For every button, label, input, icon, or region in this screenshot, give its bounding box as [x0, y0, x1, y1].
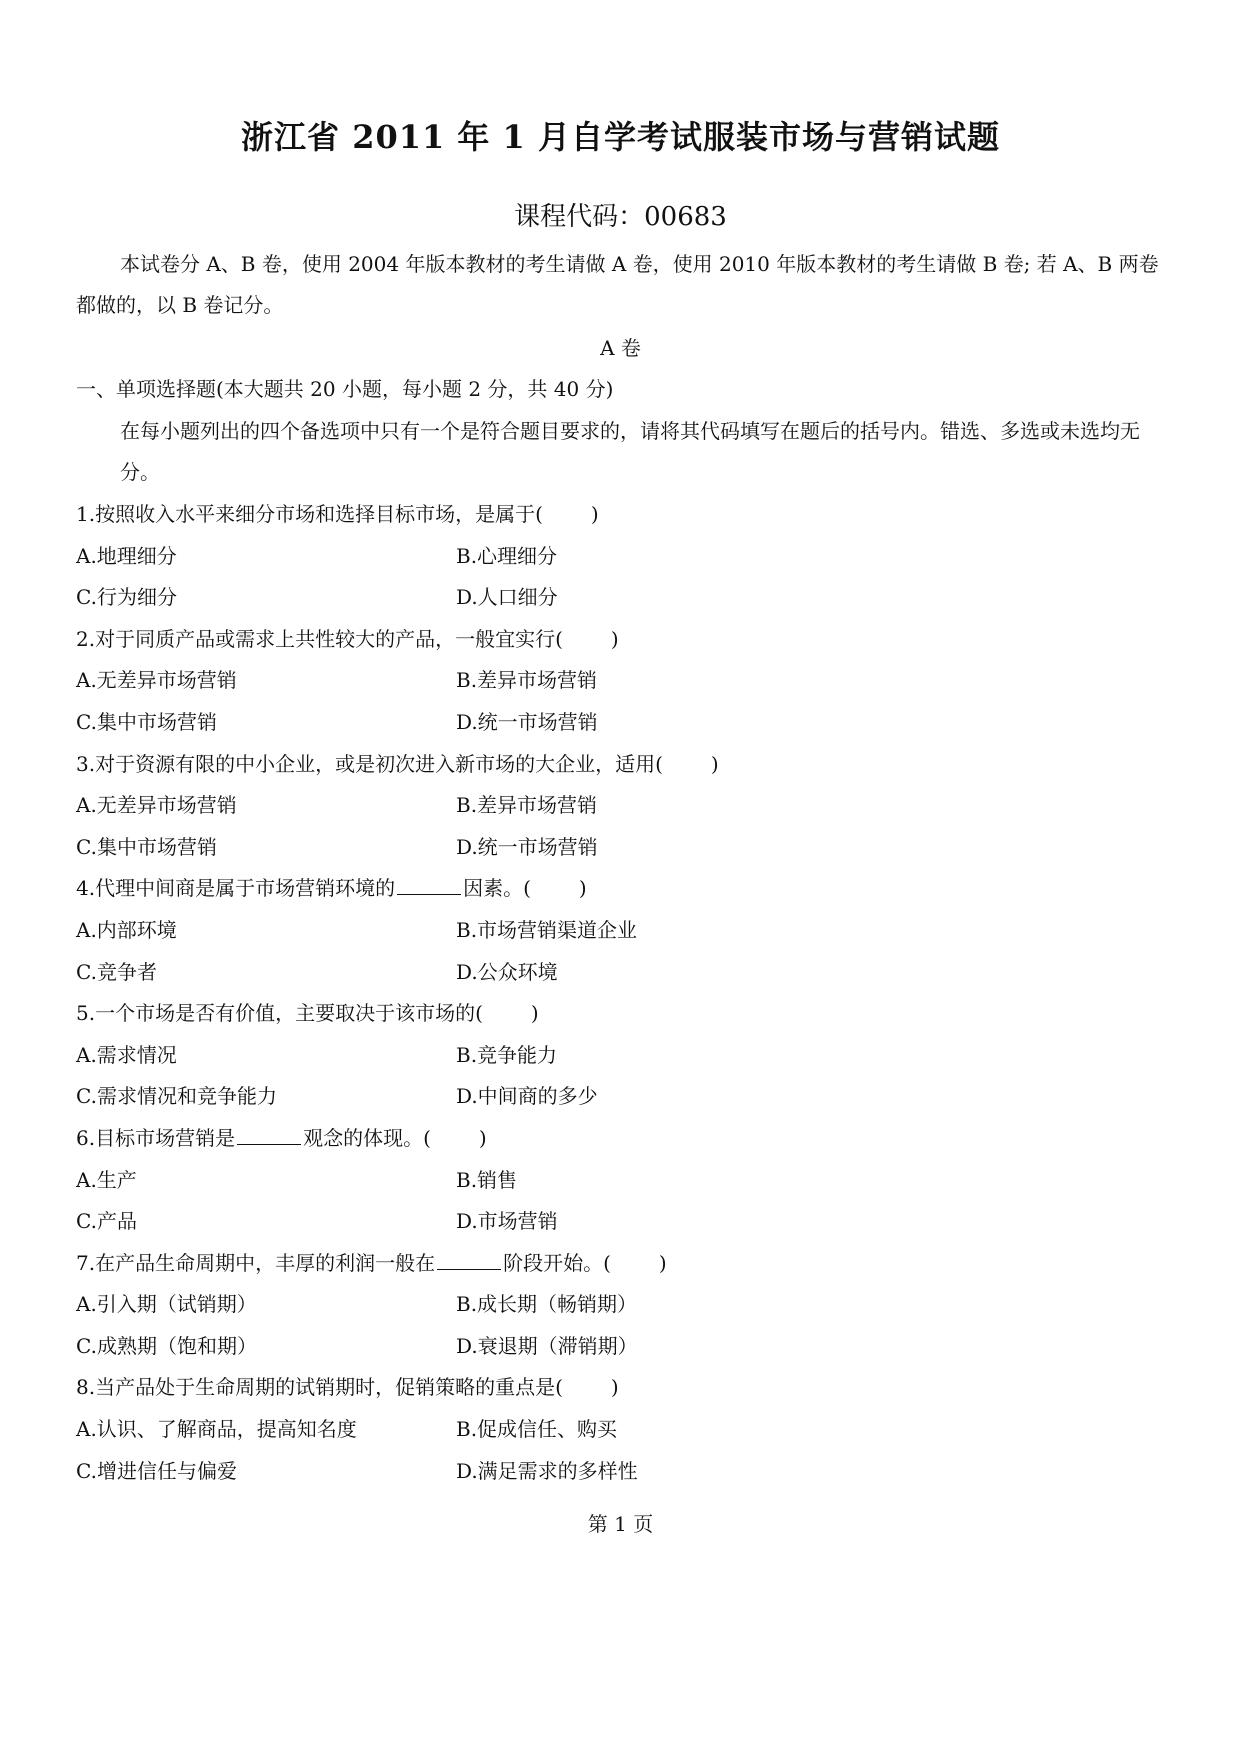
option-row: [76, 827, 1166, 869]
fill-blank: [437, 1251, 501, 1270]
question-text: 4.代理中间商是属于市场营销环境的: [76, 876, 396, 901]
question-text-continued: 因素。(: [463, 876, 531, 901]
option-c: C.行为细分: [76, 585, 177, 610]
question-text: 8.当产品处于生命周期的试销期时，促销策略的重点是(: [76, 1375, 563, 1400]
question-paren-close: ): [590, 502, 599, 526]
fill-blank: [237, 1126, 301, 1145]
question-paren-close: ): [658, 1250, 667, 1275]
option-b: B.差异市场营销: [456, 668, 598, 693]
question-stem: [76, 1243, 1166, 1285]
option-b: B.促成信任、购买: [456, 1417, 618, 1442]
question-text: 6.目标市场营销是: [76, 1125, 236, 1150]
section-heading: 一、单项选择题(本大题共 20 小题，每小题 2 分，共 40 分): [76, 377, 614, 401]
option-row: [76, 1284, 1166, 1326]
option-b: B.竞争能力: [456, 1042, 558, 1067]
option-row: [76, 952, 1166, 994]
question-stem: [76, 744, 1166, 786]
question-text-continued: 阶段开始。(: [503, 1250, 611, 1275]
option-b: B.市场营销渠道企业: [456, 917, 638, 942]
option-a: A.认识、了解商品，提高知名度: [76, 1417, 357, 1442]
option-row: [76, 577, 1166, 619]
question-paren-close: ): [610, 626, 619, 651]
question-paren-close: ): [710, 751, 719, 776]
exam-title: 浙江省 2011 年 1 月自学考试服装市场与营销试题: [241, 118, 1000, 156]
question-text: 5.一个市场是否有价值，主要取决于该市场的(: [76, 1001, 483, 1026]
option-b: B.销售: [456, 1167, 518, 1192]
option-c: C.竞争者: [76, 959, 157, 984]
option-d: D.人口细分: [456, 585, 558, 610]
option-c: C.需求情况和竞争能力: [76, 1084, 277, 1109]
page-number: 第 1 页: [587, 1512, 654, 1536]
question-stem: [76, 1118, 1166, 1160]
option-row: [76, 1160, 1166, 1202]
option-a: A.引入期（试销期）: [76, 1292, 257, 1317]
question-paren-close: ): [578, 876, 587, 901]
question-text-continued: 观念的体现。(: [303, 1125, 431, 1150]
option-row: [76, 702, 1166, 744]
option-b: B.心理细分: [456, 543, 558, 568]
option-row: [76, 1035, 1166, 1077]
option-d: D.统一市场营销: [456, 834, 598, 859]
option-row: [76, 1076, 1166, 1118]
question-stem: [76, 494, 1166, 536]
question-text: 7.在产品生命周期中，丰厚的利润一般在: [76, 1250, 436, 1275]
question-stem: [76, 1367, 1166, 1409]
option-row: [76, 1451, 1166, 1493]
question-text: 3.对于资源有限的中小企业，或是初次进入新市场的大企业，适用(: [76, 751, 663, 776]
question-paren-close: ): [610, 1375, 619, 1400]
exam-intro: 本试卷分 A、B 卷，使用 2004 年版本教材的考生请做 A 卷，使用 2010 年版本教材的考生请做 B 卷; 若 A、B 两卷都做的，以 B 卷记分。: [76, 252, 1159, 317]
option-row: [76, 660, 1166, 702]
option-b: B.成长期（畅销期）: [456, 1292, 638, 1317]
option-a: A.需求情况: [76, 1042, 177, 1067]
section-instruction: 在每小题列出的四个备选项中只有一个是符合题目要求的，请将其代码填写在题后的括号内。错选、多选或未选均无分。: [120, 419, 1140, 484]
option-row: [76, 785, 1166, 827]
question-stem: [76, 868, 1166, 910]
volume-label: A 卷: [600, 336, 641, 360]
option-row: [76, 910, 1166, 952]
option-a: A.生产: [76, 1167, 137, 1192]
option-c: C.产品: [76, 1209, 137, 1234]
option-a: A.无差异市场营销: [76, 668, 237, 693]
option-row: [76, 1326, 1166, 1368]
option-d: D.满足需求的多样性: [456, 1458, 638, 1483]
option-c: C.集中市场营销: [76, 709, 217, 734]
option-row: [76, 1409, 1166, 1451]
question-stem: [76, 619, 1166, 661]
question-paren-close: ): [530, 1001, 539, 1026]
option-c: C.成熟期（饱和期）: [76, 1333, 257, 1358]
fill-blank: [397, 876, 461, 895]
option-a: A.无差异市场营销: [76, 793, 237, 818]
option-a: A.内部环境: [76, 917, 177, 942]
question-text: 1.按照收入水平来细分市场和选择目标市场，是属于(: [76, 502, 543, 526]
option-d: D.衰退期（滞销期）: [456, 1333, 638, 1358]
question-paren-close: ): [478, 1125, 487, 1150]
option-row: [76, 536, 1166, 578]
option-d: D.统一市场营销: [456, 709, 598, 734]
option-d: D.公众环境: [456, 959, 558, 984]
option-row: [76, 1201, 1166, 1243]
option-a: A.地理细分: [76, 543, 177, 568]
option-c: C.集中市场营销: [76, 834, 217, 859]
option-d: D.中间商的多少: [456, 1084, 598, 1109]
question-text: 2.对于同质产品或需求上共性较大的产品，一般宜实行(: [76, 626, 563, 651]
course-code: 课程代码：00683: [514, 202, 727, 232]
question-list: [76, 494, 1166, 1492]
option-b: B.差异市场营销: [456, 793, 598, 818]
question-stem: [76, 993, 1166, 1035]
option-d: D.市场营销: [456, 1209, 558, 1234]
option-c: C.增进信任与偏爱: [76, 1458, 237, 1483]
